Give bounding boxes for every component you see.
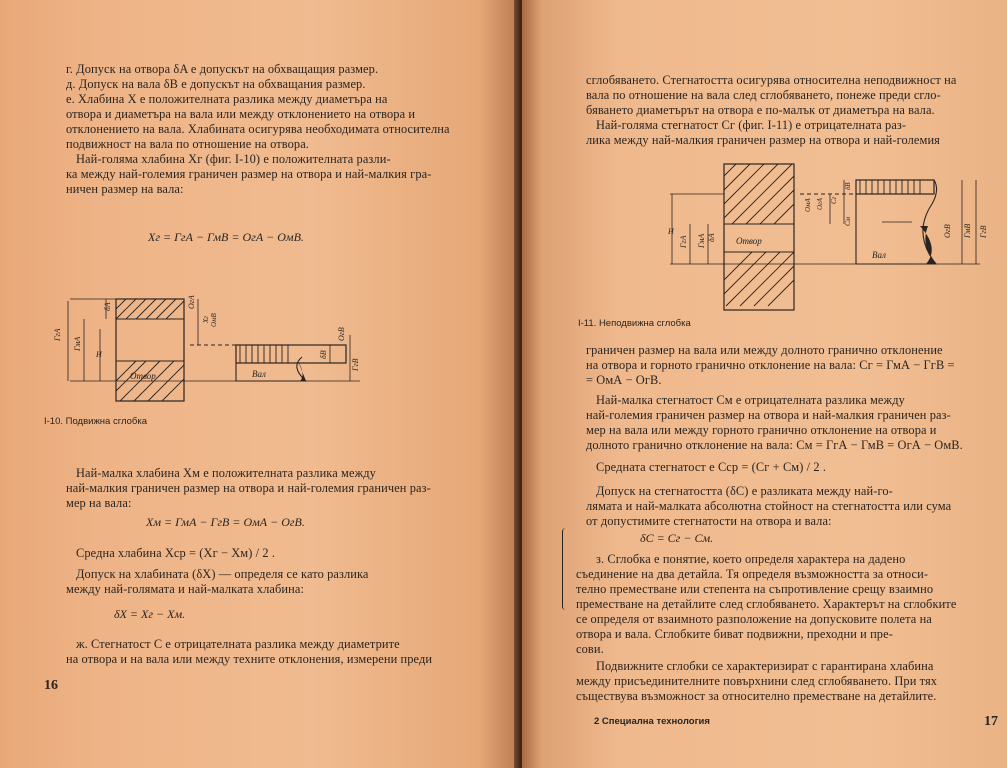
figure-label-hole: Отвор (736, 236, 762, 246)
svg-text:ГгА: ГгА (53, 328, 62, 341)
page-number: 16 (44, 678, 58, 693)
svg-text:ГгВ: ГгВ (979, 225, 988, 238)
svg-text:ГгВ: ГгВ (351, 358, 360, 371)
text-line: на отвора и горното гранично отклонение на вала: Cг = ГмА − ГгВ = (586, 358, 955, 372)
text-line: з. Сглобка е понятие, което определя характера на дадено (596, 552, 906, 566)
svg-text:ОмА: ОмА (804, 198, 812, 212)
text-line: съединение на два детайла. Тя определя възможността за относи- (576, 567, 929, 581)
text-line: Най-голяма стегнатост Cг (фиг. I-11) е отрицателната раз- (596, 118, 907, 132)
text-line: съществува възможност за относително преместване на детайлите. (576, 689, 937, 703)
text-line: се определя от взаимното разположение на допусковите полета на (576, 612, 932, 626)
svg-text:δA: δA (103, 302, 112, 311)
svg-text:ГмА: ГмА (73, 336, 82, 351)
figure-label-shaft: Вал (252, 369, 266, 379)
svg-text:Cм: Cм (844, 216, 852, 226)
figure-caption: I-11. Неподвижна сглобка (578, 318, 691, 329)
svg-text:ОгА: ОгА (816, 197, 824, 210)
text-line: най-големия граничен размер на отвора и най-малкия граничен раз- (586, 408, 951, 422)
formula-clearance-tolerance: δX = Xг − Xм. (114, 607, 186, 621)
svg-text:ОгВ: ОгВ (943, 224, 952, 238)
text-line: Средната стегнатост е Cср = (Cг + Cм) / 2 . (596, 460, 827, 474)
text-line: най-малкия граничен размер на отвора и най-големия граничен раз- (66, 481, 431, 495)
figure-label-shaft: Вал (872, 250, 886, 260)
text-line: Допуск на стегнатостта (δC) е разликата между най-го- (596, 484, 893, 498)
text-line: г. Допуск на отвора δA е допускът на обхващащия размер. (66, 62, 379, 76)
text-line: Най-малка хлабина Xм е положителната разлика между (76, 466, 376, 480)
svg-text:ОмВ: ОмВ (210, 313, 218, 327)
svg-text:ГгА: ГгА (679, 235, 688, 248)
text-line: граничен размер на вала или между долното гранично отклонение (586, 343, 943, 357)
figure-i10-diagram (40, 295, 400, 405)
text-line: сови. (576, 642, 604, 656)
text-line: на отвора и на вала или между техните отклонения, измерени преди (66, 652, 433, 666)
text-line: д. Допуск на вала δB е допускът на обхващания размер. (66, 77, 366, 91)
text-line: Допуск на хлабината (δX) — определя се като разлика (76, 567, 369, 581)
text-line: Най-малка стегнатост Cм е отрицателната разлика между (596, 393, 905, 407)
svg-text:ОгВ: ОгВ (337, 327, 346, 341)
pen-margin-mark (562, 528, 569, 610)
text-line: ка между най-големия граничен размер на отвора и най-малкия гра- (66, 167, 432, 181)
svg-text:Xг: Xг (202, 315, 210, 323)
page-number: 17 (984, 714, 998, 729)
text-line: = ОмА − ОгВ. (586, 373, 662, 387)
text-line: ж. Стегнатост C е отрицателната разлика между диаметрите (76, 637, 400, 651)
text-line: отвора и вала. Сглобките биват подвижни, преходни и пре- (576, 627, 893, 641)
text-line: е. Хлабина X е положителната разлика между диаметъра на (66, 92, 388, 106)
text-line: Подвижните сглобки се характеризират с гарантирана хлабина (596, 659, 934, 673)
text-line: телно преместване или степента на съпротивление срещу взаимно (576, 582, 934, 596)
svg-text:δB: δB (844, 182, 852, 190)
text-line: между присъединителните повърхнини след сглобяването. При тях (576, 674, 938, 688)
svg-text:H: H (668, 227, 674, 236)
text-line: мер на вала или между горното гранично отклонение на отвора и (586, 423, 937, 437)
text-line: мер на вала: (66, 496, 132, 510)
svg-text:ГмА: ГмА (697, 233, 706, 248)
text-line: подвижност на вала по отношение на отвора. (66, 137, 309, 151)
formula-interference-tolerance: δC = Cг − Cм. (640, 531, 714, 545)
formula-min-clearance: Xм = ГмА − ГгВ = ОмА − ОгВ. (146, 515, 305, 529)
formula-mid-clearance: Средна хлабина Xср = (Xг − Xм) / 2 . (76, 546, 276, 560)
figure-i11-diagram (650, 164, 1007, 324)
svg-text:ОгА: ОгА (187, 295, 196, 309)
text-line: от допустимите стегнатости на отвора и вала: (586, 514, 832, 528)
svg-text:ГмВ: ГмВ (963, 223, 972, 238)
svg-text:Cг: Cг (830, 196, 838, 204)
text-line: отклонението на вала. Хлабината осигурява необходимата относителна (66, 122, 450, 136)
figure-caption: I-10. Подвижна сглобка (44, 416, 148, 427)
text-line: сглобяването. Стегнатостта осигурява относителна неподвижност на (586, 73, 957, 87)
text-line: преместване на детайлите след сглобяването. Характерът на сглобките (576, 597, 957, 611)
text-line: долното гранично отклонение на вала: Cм = ГгА − ГмВ = ОгА − ОмВ. (586, 438, 963, 452)
formula-max-clearance: Xг = ГгА − ГмВ = ОгА − ОмВ. (148, 230, 304, 244)
text-line: отвора и диаметъра на вала или между отклонението на отвора и (66, 107, 416, 121)
text-line: между най-голямата и най-малката хлабина: (66, 582, 304, 596)
figure-label-hole: Отвор (130, 371, 156, 381)
svg-text:δВ: δВ (319, 350, 328, 359)
text-line: ничен размер на вала: (66, 182, 184, 196)
svg-text:δA: δA (707, 233, 716, 242)
text-line: Най-голяма хлабина Xг (фиг. I-10) е положителната разли- (76, 152, 391, 166)
text-line: бяването диаметърът на отвора е по-малък от диаметъра на вала. (586, 103, 935, 117)
footer-label: 2 Специална технология (594, 716, 710, 727)
text-line: лика между най-малкия граничен размер на отвора и най-големия (586, 133, 940, 147)
text-line: вала по отношение на вала след сглобяването, понеже преди сгло- (586, 88, 941, 102)
text-line: лямата и най-малката абсолютна стойност на стегнатостта или сума (586, 499, 952, 513)
svg-text:H: H (96, 350, 102, 359)
